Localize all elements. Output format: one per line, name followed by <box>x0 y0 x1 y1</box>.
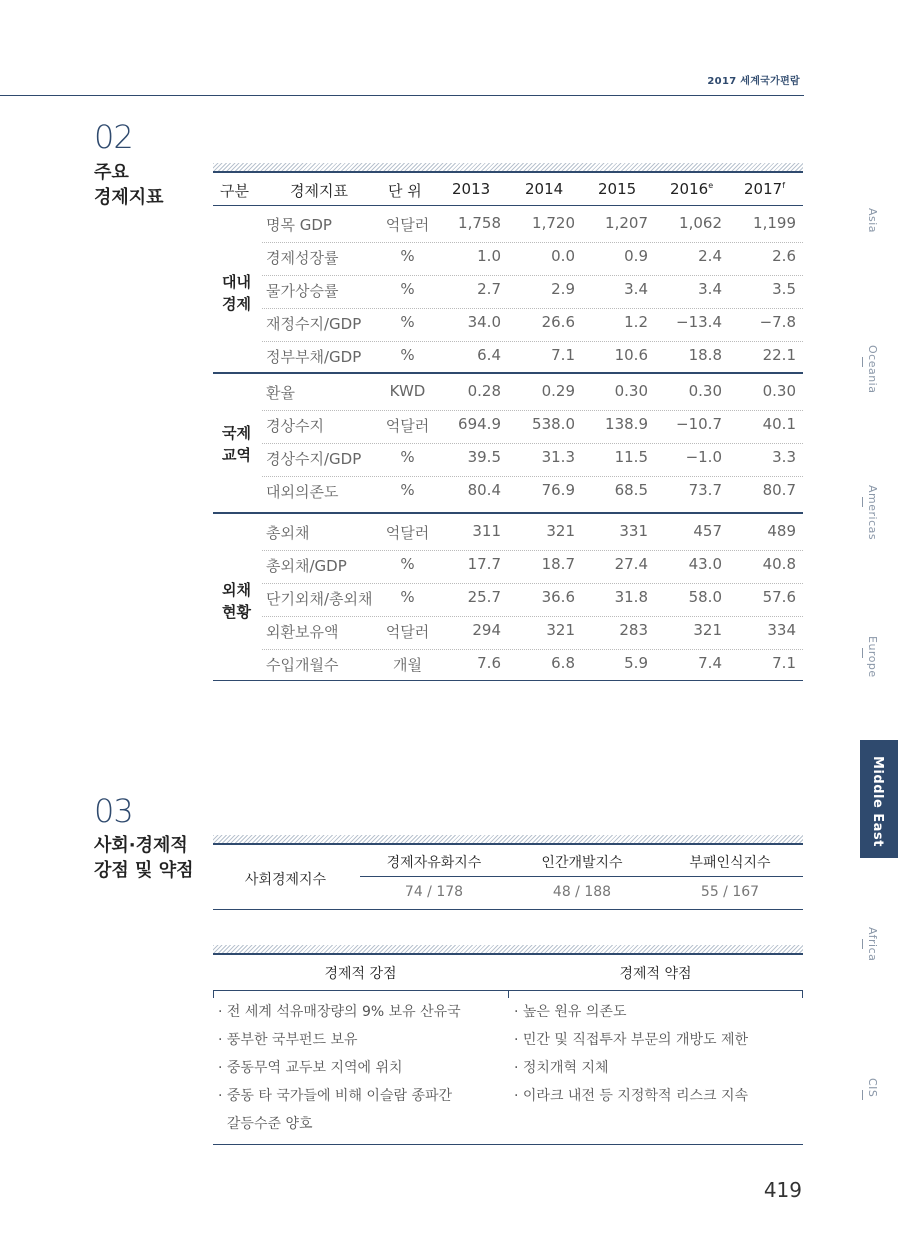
value-human-development: 48 / 188 <box>552 884 612 900</box>
side-tab-tick <box>862 939 863 949</box>
side-tab-africa[interactable]: Africa <box>866 927 879 962</box>
side-tab-active[interactable] <box>860 740 898 858</box>
weakness-item: · 민간 및 직접투자 부문의 개방도 제한 <box>514 1032 749 1048</box>
indicator-name: 정부부채/GDP <box>266 348 362 366</box>
indicator-value: 27.4 <box>614 555 648 573</box>
indicator-value: 40.1 <box>762 415 796 433</box>
indicator-unit: 억달러 <box>385 417 430 435</box>
index-top-rule <box>213 843 803 845</box>
indicator-name: 단기외채/총외채 <box>266 590 373 608</box>
indicator-value: 76.9 <box>541 481 575 499</box>
side-tab-tick <box>862 357 863 367</box>
row-divider <box>262 308 803 309</box>
indicator-value: 0.29 <box>541 382 575 400</box>
col-header-economic-freedom: 경제자유화지수 <box>386 855 482 871</box>
indicator-value: 283 <box>619 621 648 639</box>
indicator-value: 334 <box>767 621 796 639</box>
group-divider-rule <box>213 372 803 374</box>
side-tab-tick <box>862 648 863 658</box>
indicator-unit: % <box>400 346 415 364</box>
index-top-hatch <box>213 835 803 843</box>
indicator-unit: 개월 <box>393 656 422 674</box>
header-2015: 2015 <box>598 180 637 198</box>
indicator-unit: % <box>400 555 415 573</box>
side-tab-tick <box>862 1090 863 1100</box>
index-header-rule <box>360 876 803 877</box>
social-index-row-label: 사회경제지수 <box>244 872 327 888</box>
indicator-value: 294 <box>472 621 501 639</box>
indicator-unit: 억달러 <box>385 623 430 641</box>
indicator-value: 26.6 <box>541 313 575 331</box>
table-top-rule <box>213 171 803 173</box>
indicator-unit: % <box>400 280 415 298</box>
indicator-value: 321 <box>546 522 575 540</box>
indicator-name: 명목 GDP <box>266 216 332 234</box>
header-2017: 2017$^f$ <box>744 180 786 198</box>
indicator-name: 총외채/GDP <box>266 557 347 575</box>
strength-item: · 중동 타 국가들에 비해 이슬람 종파간 <box>218 1088 453 1104</box>
indicator-value: 1,758 <box>458 214 501 232</box>
header-rule <box>0 95 804 96</box>
group-label: 대내 경제 <box>222 272 251 313</box>
header-indicator: 경제지표 <box>290 182 348 200</box>
indicator-name: 경상수지 <box>266 417 324 435</box>
col-header-human-development: 인간개발지수 <box>541 855 623 871</box>
indicator-value: 2.9 <box>551 280 575 298</box>
table-bottom-rule <box>213 680 803 681</box>
section-title-02: 주요 경제지표 <box>94 162 164 208</box>
indicator-value: 80.7 <box>762 481 796 499</box>
indicator-unit: 억달러 <box>385 524 430 542</box>
side-tab-americas[interactable]: Americas <box>866 485 879 541</box>
row-divider <box>262 583 803 584</box>
weakness-item: · 이라크 내전 등 지정학적 리스크 지속 <box>514 1088 749 1104</box>
indicator-value: 0.0 <box>551 247 575 265</box>
col-header-corruption-perception: 부패인식지수 <box>689 855 771 871</box>
side-tab-europe[interactable]: Europe <box>866 636 879 678</box>
header-2016: 2016e <box>670 180 714 198</box>
side-tab-asia[interactable]: Asia <box>866 208 879 234</box>
indicator-value: 57.6 <box>762 588 796 606</box>
indicator-value: −7.8 <box>759 313 796 331</box>
indicator-name: 물가상승률 <box>266 282 339 300</box>
indicator-value: 321 <box>546 621 575 639</box>
value-corruption-perception: 55 / 167 <box>700 884 760 900</box>
sw-top-rule <box>213 953 803 955</box>
indicator-value: 0.30 <box>614 382 648 400</box>
indicator-value: 6.8 <box>551 654 575 672</box>
indicator-value: 18.8 <box>688 346 722 364</box>
indicator-value: 1,199 <box>753 214 796 232</box>
section-title-03: 사회·경제적 강점 및 약점 <box>94 835 194 881</box>
strength-item: · 중동무역 교두보 지역에 위치 <box>218 1060 403 1076</box>
page-number: 419 <box>763 1178 802 1202</box>
indicator-value: 0.28 <box>467 382 501 400</box>
row-divider <box>262 550 803 551</box>
indicator-value: 311 <box>472 522 501 540</box>
section-number-02: 02 <box>94 118 133 156</box>
indicator-value: 0.30 <box>762 382 796 400</box>
row-divider <box>262 341 803 342</box>
indicator-value: 538.0 <box>532 415 575 433</box>
indicator-value: 22.1 <box>762 346 796 364</box>
indicator-unit: KWD <box>389 382 426 400</box>
indicator-value: 0.9 <box>624 247 648 265</box>
indicator-value: 31.8 <box>614 588 648 606</box>
indicator-value: 3.5 <box>772 280 796 298</box>
table-top-hatch <box>213 163 803 171</box>
indicator-name: 환율 <box>266 384 295 402</box>
indicator-value: 1,720 <box>532 214 575 232</box>
indicator-value: 58.0 <box>688 588 722 606</box>
indicator-value: 489 <box>767 522 796 540</box>
row-divider <box>262 649 803 650</box>
group-label: 외채 현황 <box>222 580 251 621</box>
indicator-value: 3.4 <box>624 280 648 298</box>
sw-top-hatch <box>213 945 803 953</box>
weakness-header: 경제적 약점 <box>619 966 692 982</box>
indicator-value: 7.6 <box>477 654 501 672</box>
header-2013: 2013 <box>452 180 491 198</box>
indicator-value: 40.8 <box>762 555 796 573</box>
indicator-value: 5.9 <box>624 654 648 672</box>
indicator-value: −10.7 <box>676 415 722 433</box>
indicator-name: 수입개월수 <box>266 656 339 674</box>
indicator-value: 80.4 <box>467 481 501 499</box>
sw-bottom-rule <box>213 1144 803 1145</box>
indicator-value: 39.5 <box>467 448 501 466</box>
indicator-value: 10.6 <box>614 346 648 364</box>
indicator-name: 외환보유액 <box>266 623 339 641</box>
row-divider <box>262 410 803 411</box>
indicator-unit: % <box>400 247 415 265</box>
strength-item: · 풍부한 국부펀드 보유 <box>218 1032 358 1048</box>
indicator-value: 3.3 <box>772 448 796 466</box>
indicator-value: 0.30 <box>688 382 722 400</box>
row-divider <box>262 242 803 243</box>
indicator-value: 31.3 <box>541 448 575 466</box>
row-divider <box>262 443 803 444</box>
indicator-name: 총외채 <box>266 524 310 542</box>
header-unit: 단 위 <box>388 182 422 200</box>
indicator-value: 7.1 <box>551 346 575 364</box>
indicator-value: 1,062 <box>679 214 722 232</box>
indicator-name: 재정수지/GDP <box>266 315 362 333</box>
strength-item: · 전 세계 석유매장량의 9% 보유 산유국 <box>218 1004 461 1020</box>
indicator-value: 321 <box>693 621 722 639</box>
side-tab-cis[interactable]: CIS <box>866 1078 879 1098</box>
weakness-item: · 정치개혁 지체 <box>514 1060 609 1076</box>
indicator-value: 7.1 <box>772 654 796 672</box>
indicator-value: 11.5 <box>614 448 648 466</box>
section-number-03: 03 <box>94 792 133 830</box>
indicator-value: 1.0 <box>477 247 501 265</box>
side-tab-tick <box>862 497 863 507</box>
indicator-value: 7.4 <box>698 654 722 672</box>
indicator-value: 68.5 <box>614 481 648 499</box>
indicator-unit: % <box>400 588 415 606</box>
group-divider-rule <box>213 512 803 514</box>
indicator-value: 331 <box>619 522 648 540</box>
indicator-value: 2.6 <box>772 247 796 265</box>
indicator-value: 1.2 <box>624 313 648 331</box>
group-label: 국제 교역 <box>222 424 251 464</box>
header-2014: 2014 <box>525 180 564 198</box>
indicator-unit: % <box>400 481 415 499</box>
side-tab-oceania[interactable]: Oceania <box>866 345 879 394</box>
indicator-unit: % <box>400 448 415 466</box>
indicator-value: −13.4 <box>676 313 722 331</box>
running-header-title: 2017 세계국가편람 <box>707 76 800 87</box>
row-divider <box>262 476 803 477</box>
side-tab-label: Middle East <box>870 756 885 847</box>
row-divider <box>262 275 803 276</box>
indicator-value: 6.4 <box>477 346 501 364</box>
indicator-value: 25.7 <box>467 588 501 606</box>
index-bottom-rule <box>213 909 803 910</box>
indicator-value: 73.7 <box>688 481 722 499</box>
indicator-value: 43.0 <box>688 555 722 573</box>
indicator-value: 2.7 <box>477 280 501 298</box>
value-economic-freedom: 74 / 178 <box>404 884 464 900</box>
indicator-value: −1.0 <box>685 448 722 466</box>
indicator-value: 694.9 <box>458 415 501 433</box>
indicator-name: 경제성장률 <box>266 249 339 267</box>
indicator-value: 17.7 <box>467 555 501 573</box>
indicator-value: 1,207 <box>605 214 648 232</box>
indicator-unit: % <box>400 313 415 331</box>
weakness-item: · 높은 원유 의존도 <box>514 1004 627 1020</box>
indicator-name: 대외의존도 <box>266 483 339 501</box>
indicator-value: 3.4 <box>698 280 722 298</box>
indicator-value: 36.6 <box>541 588 575 606</box>
strength-header: 경제적 강점 <box>324 966 397 982</box>
indicator-unit: 억달러 <box>385 216 430 234</box>
indicator-value: 34.0 <box>467 313 501 331</box>
strength-item: 갈등수준 양호 <box>218 1116 313 1132</box>
indicator-name: 경상수지/GDP <box>266 450 362 468</box>
indicator-value: 18.7 <box>541 555 575 573</box>
indicator-value: 457 <box>693 522 722 540</box>
indicator-value: 138.9 <box>605 415 648 433</box>
row-divider <box>262 616 803 617</box>
indicator-value: 2.4 <box>698 247 722 265</box>
header-group: 구분 <box>220 182 249 200</box>
header-bottom-rule <box>213 205 803 206</box>
